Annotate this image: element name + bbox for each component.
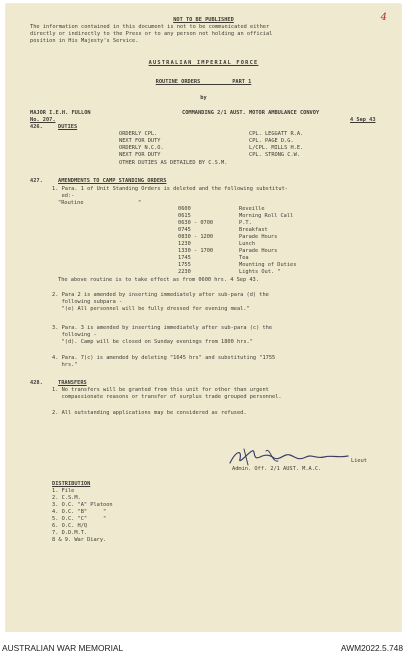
distribution-item: 8 & 9. War Diary. [52, 537, 107, 543]
distribution-item: 6. O.C. H/Q [52, 523, 88, 529]
para4-line: hrs." [52, 362, 78, 368]
routine-time: 0830 - 1200 [178, 234, 214, 240]
para1-line: 1. Para. 1 of Unit Standing Orders is deleted and the following substitut- [52, 186, 288, 192]
para2-line: "(e) All personnel will be fully dressed for evening meal." [52, 306, 250, 312]
distribution-item: 1. File [52, 488, 75, 494]
routine-quote-close: " [138, 200, 142, 206]
footer-archive-name: AUSTRALIAN WAR MEMORIAL [2, 643, 124, 653]
distribution-item: 2. C.S.M. [52, 495, 81, 501]
other-duties: OTHER DUTIES AS DETAILED BY C.S.M. [119, 160, 228, 166]
distribution-title: DISTRIBUTION [52, 481, 91, 487]
document-page [6, 4, 401, 632]
routine-item: Mounting of Duties [239, 262, 297, 268]
routine-time: 1230 [178, 241, 191, 247]
distribution-item: 3. O.C. "A" Platoon [52, 502, 113, 508]
duty-name: CPL. LEGGATT R.A. [249, 131, 304, 137]
transfers-line: 1. No transfers will be granted from this unit for other than urgent [52, 387, 269, 393]
para4-line: 4. Para. 7(c) is amended by deleting "1645 hrs" and substituting "1755 [52, 355, 276, 361]
order-number: No. 207. [30, 117, 56, 123]
amendments-title: AMENDMENTS TO CAMP STANDING ORDERS [58, 178, 167, 184]
routine-item: Reveille [239, 206, 265, 212]
transfers-para2: 2. All outstanding applications may be considered as refused. [52, 410, 247, 416]
notice-line-2: directly or indirectly to the Press or to any person not holding an official [30, 31, 273, 37]
by-line: by [200, 95, 207, 101]
transfers-number: 428. [30, 380, 43, 386]
routine-time: 0745 [178, 227, 191, 233]
para3-line: "(d). Camp will be closed on Sunday evenings from 1800 hrs." [52, 339, 253, 345]
routine-item: Morning Roll Call [239, 213, 294, 219]
transfers-line: compassionate reasons or transfer of surplus trade grouped personnel. [52, 394, 282, 400]
routine-item: Lunch [239, 241, 255, 247]
duty-name: L/CPL. MILLS H.E. [249, 145, 304, 151]
routine-item: Parade Hours [239, 234, 278, 240]
order-date: 4 Sep 43 [350, 117, 376, 123]
para1-line: ed:- [52, 193, 75, 199]
issuer-command: COMMANDING 2/1 AUST. MOTOR AMBULANCE CONVOY [182, 110, 320, 116]
not-published-heading: NOT TO BE PUBLISHED [173, 17, 234, 23]
signature-rank: Lieut [351, 458, 367, 464]
footer-catalog-number: AWM2022.5.748 [340, 643, 403, 653]
routine-item: Tea [239, 255, 249, 261]
duty-role: NEXT FOR DUTY [119, 152, 161, 158]
routine-time: 0630 - 0700 [178, 220, 214, 226]
distribution-item: 5. O.C. "C" " [52, 516, 107, 522]
routine-time: 1745 [178, 255, 191, 261]
routine-label: "Routine [58, 200, 84, 206]
para3-line: 3. Para. 3 is amended by inserting immediately after sub-para (c) the [52, 325, 273, 331]
duty-role: ORDERLY CPL. [119, 131, 158, 137]
force-heading: AUSTRALIAN IMPERIAL FORCE [148, 60, 259, 66]
para2-line: following subpara - [52, 299, 123, 305]
duty-name: CPL. PAGE D.G. [249, 138, 294, 144]
routine-time: 1330 - 1700 [178, 248, 214, 254]
amendments-number: 427. [30, 178, 43, 184]
duties-number: 426. [30, 124, 43, 130]
routine-time: 0600 [178, 206, 191, 212]
page-number: 4 [380, 12, 387, 23]
routine-item: Lights Out. " [239, 269, 281, 275]
issuer-name: MAJOR I.E.H. FULLON [30, 110, 91, 116]
routine-item: P.T. [239, 220, 252, 226]
duty-name: CPL. STRONG C.W. [249, 152, 301, 158]
distribution-item: 7. D.D.M.T. [52, 530, 88, 536]
para2-line: 2. Para 2 is amended by inserting immediately after sub-para (d) the [52, 292, 269, 298]
routine-time: 1755 [178, 262, 191, 268]
distribution-item: 4. O.C. "B" " [52, 509, 107, 515]
signature-title: Admin. Off. 2/1 AUST. M.A.C. [232, 466, 322, 472]
transfers-title: TRANSFERS [58, 380, 87, 386]
notice-line-3: position in His Majesty's Service. [30, 38, 139, 44]
routine-time: 0615 [178, 213, 191, 219]
orders-title: ROUTINE ORDERS PART 1 [155, 79, 252, 85]
routine-time: 2230 [178, 269, 191, 275]
duty-role: NEXT FOR DUTY [119, 138, 161, 144]
duty-role: ORDERLY N.C.O. [119, 145, 164, 151]
routine-item: Breakfast [239, 227, 268, 233]
notice-line-1: The information contained in this document is not to be communicated either [30, 24, 270, 30]
effect-note: The above routine is to take effect as from 0600 hrs. 4 Sep 43. [58, 277, 259, 283]
duties-title: DUTIES [58, 124, 78, 130]
routine-item: Parade Hours [239, 248, 278, 254]
para3-line: following - [52, 332, 97, 338]
